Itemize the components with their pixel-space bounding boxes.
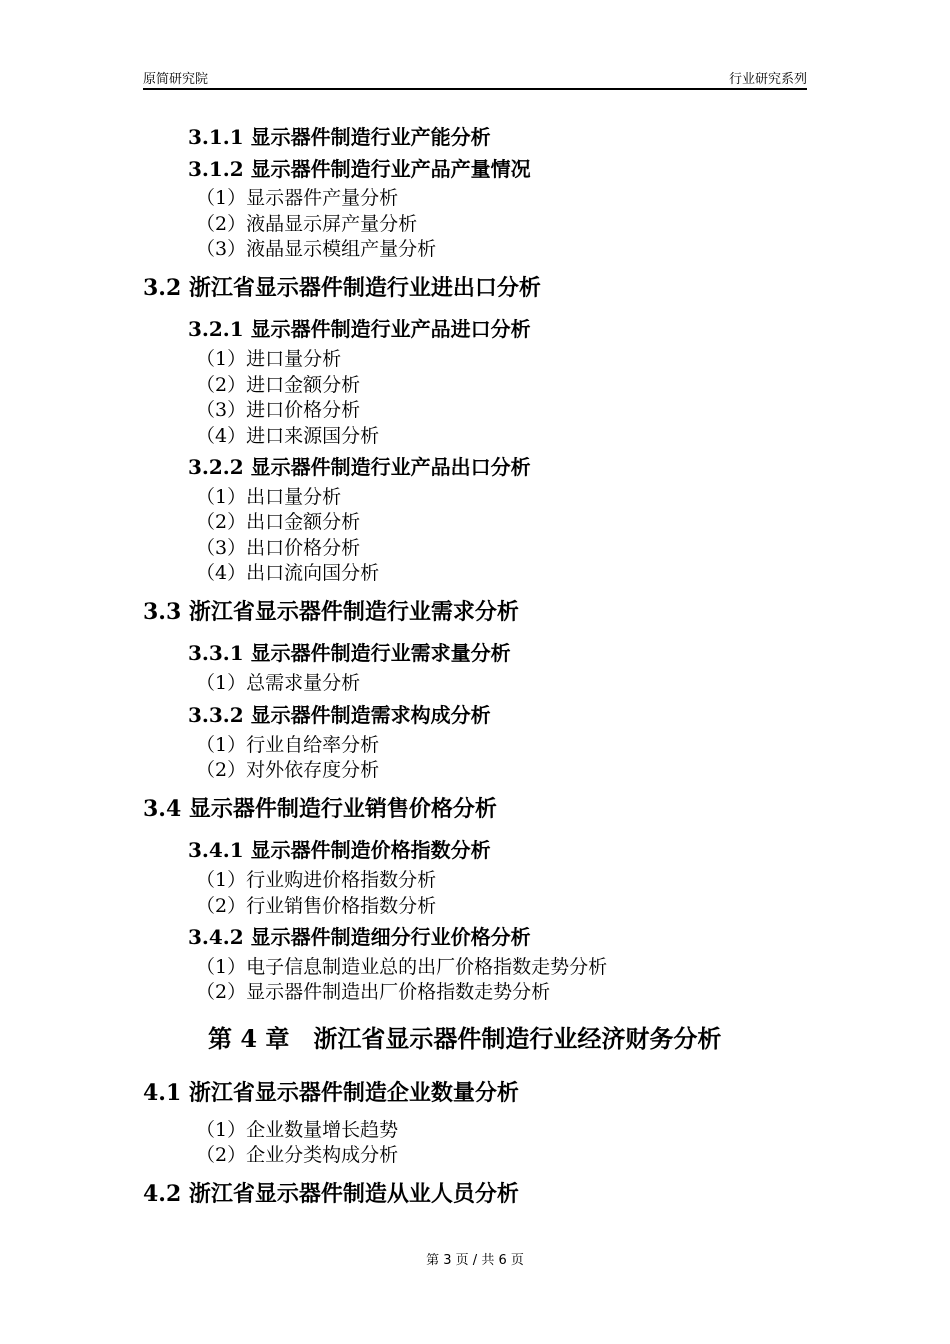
toc-section: 4.1 浙江省显示器件制造企业数量分析 bbox=[143, 1080, 519, 1106]
toc-item: （2）企业分类构成分析 bbox=[196, 1144, 399, 1166]
toc-item: （3）液晶显示模组产量分析 bbox=[196, 238, 437, 260]
toc-item: （4）进口来源国分析 bbox=[196, 425, 380, 447]
toc-chapter: 第 4 章 浙江省显示器件制造行业经济财务分析 bbox=[208, 1024, 722, 1053]
page-number: 第 3 页 / 共 6 页 bbox=[426, 1253, 524, 1268]
toc-item: （1）企业数量增长趋势 bbox=[196, 1119, 399, 1141]
toc-section: 3.3 浙江省显示器件制造行业需求分析 bbox=[143, 599, 519, 625]
toc-item: （2）液晶显示屏产量分析 bbox=[196, 213, 418, 235]
toc-subsection: 3.1.1 显示器件制造行业产能分析 bbox=[188, 125, 491, 149]
toc-item: （4）出口流向国分析 bbox=[196, 562, 380, 584]
toc-item: （2）显示器件制造出厂价格指数走势分析 bbox=[196, 981, 551, 1003]
toc-subsection: 3.2.2 显示器件制造行业产品出口分析 bbox=[188, 455, 531, 479]
toc-item: （2）进口金额分析 bbox=[196, 374, 361, 396]
toc-item: （3）进口价格分析 bbox=[196, 399, 361, 421]
toc-section: 3.2 浙江省显示器件制造行业进出口分析 bbox=[143, 275, 541, 301]
toc-section: 4.2 浙江省显示器件制造从业人员分析 bbox=[143, 1181, 519, 1207]
toc-item: （1）行业购进价格指数分析 bbox=[196, 869, 437, 891]
toc-subsection: 3.3.1 显示器件制造行业需求量分析 bbox=[188, 641, 511, 665]
toc-subsection: 3.4.1 显示器件制造价格指数分析 bbox=[188, 838, 491, 862]
toc-item: （2）对外依存度分析 bbox=[196, 759, 380, 781]
toc-subsection: 3.1.2 显示器件制造行业产品产量情况 bbox=[188, 157, 531, 181]
toc-item: （1）总需求量分析 bbox=[196, 672, 361, 694]
toc-item: （1）显示器件产量分析 bbox=[196, 187, 399, 209]
toc-subsection: 3.3.2 显示器件制造需求构成分析 bbox=[188, 703, 491, 727]
toc-item: （1）进口量分析 bbox=[196, 348, 342, 370]
toc-item: （1）电子信息制造业总的出厂价格指数走势分析 bbox=[196, 956, 608, 978]
toc-item: （3）出口价格分析 bbox=[196, 537, 361, 559]
toc-item: （1）出口量分析 bbox=[196, 486, 342, 508]
header-right-text: 行业研究系列 bbox=[728, 72, 807, 87]
toc-item: （1）行业自给率分析 bbox=[196, 734, 380, 756]
toc-subsection: 3.2.1 显示器件制造行业产品进口分析 bbox=[188, 317, 531, 341]
toc-subsection: 3.4.2 显示器件制造细分行业价格分析 bbox=[188, 925, 531, 949]
toc-item: （2）行业销售价格指数分析 bbox=[196, 895, 437, 917]
toc-item: （2）出口金额分析 bbox=[196, 511, 361, 533]
toc-section: 3.4 显示器件制造行业销售价格分析 bbox=[143, 796, 497, 822]
header-left-text: 原简研究院 bbox=[143, 72, 209, 87]
